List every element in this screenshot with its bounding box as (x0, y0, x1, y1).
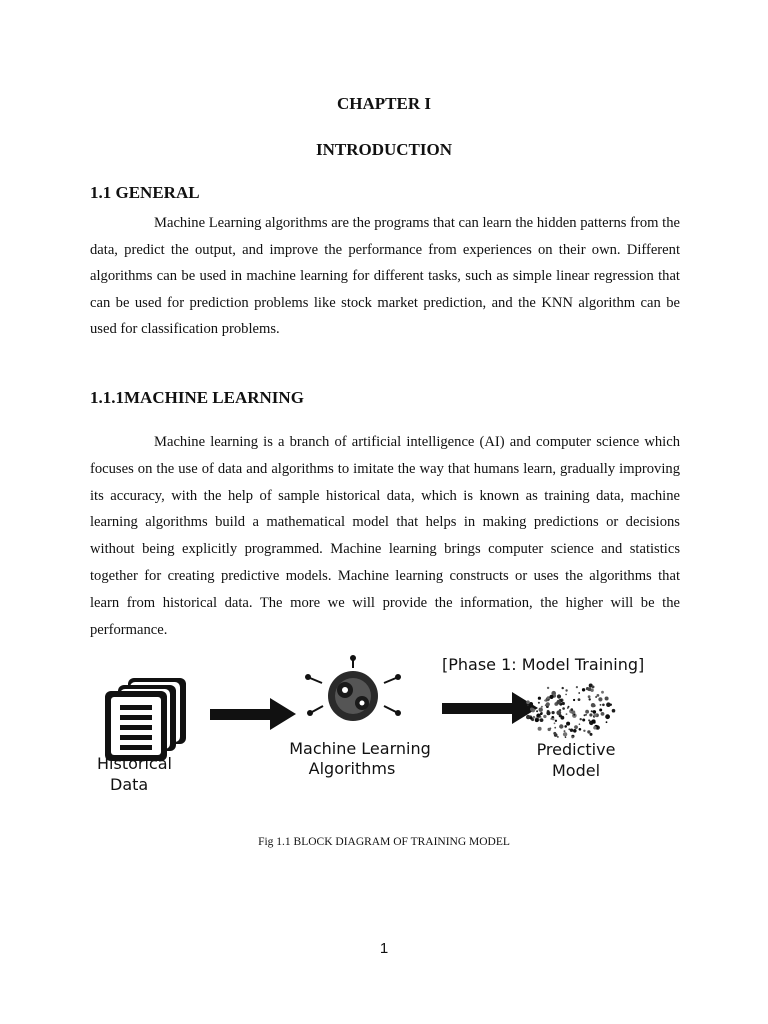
arrow-right-icon (442, 692, 538, 724)
ml-label-line2: Algorithms (308, 759, 396, 778)
brain-gears-icon (305, 655, 401, 721)
section-heading-general: 1.1 GENERAL (90, 183, 200, 202)
documents-icon (105, 678, 186, 761)
predictive-label-line2: Model (551, 761, 601, 780)
page-number: 1 (379, 940, 389, 957)
section-heading-machine-learning: 1.1.1MACHINE LEARNING (90, 388, 304, 407)
ml-label-line1: Machine Learning (289, 739, 431, 758)
predictive-label-line1: Predictive (536, 740, 616, 759)
training-block-diagram (90, 648, 690, 798)
arrow-right-icon (210, 698, 296, 730)
predictive-model-cloud-icon (526, 684, 615, 739)
paragraph-machine-learning: Machine learning is a branch of artificial intelligence (AI) and computer science which focuses on the use of data and algorithms to imitate the way that humans learn, gradually improving its accuracy, with the help of sample historical data, which is known as training data, machine learning algorithms build a mathematical model that helps in making predictions or decisions without being explicitly programmed. Machine learning brings computer science and statistics together for creating predictive models. Machine learning constructs or uses the algorithms that learn from historical data. The more we will provide the information, the higher will be the performance. (90, 434, 680, 638)
chapter-label: CHAPTER I (337, 94, 431, 113)
historical-label-line2: Data (110, 775, 149, 794)
figure-caption: Fig 1.1 BLOCK DIAGRAM OF TRAINING MODEL (258, 836, 510, 848)
phase-label: [Phase 1: Model Training] (442, 655, 645, 674)
paragraph-general: Machine Learning algorithms are the programs that can learn the hidden patterns from the data, predict the output, and improve the performance from experiences on their own. Different algorithms can be used in machine learning for different tasks, such as simple linear regression that can be used for prediction problems like stock market prediction, and the KNN algorithm can be used for classification problems. (90, 215, 680, 337)
chapter-title: INTRODUCTION (315, 140, 453, 159)
historical-label-line1: Historical (97, 754, 172, 773)
